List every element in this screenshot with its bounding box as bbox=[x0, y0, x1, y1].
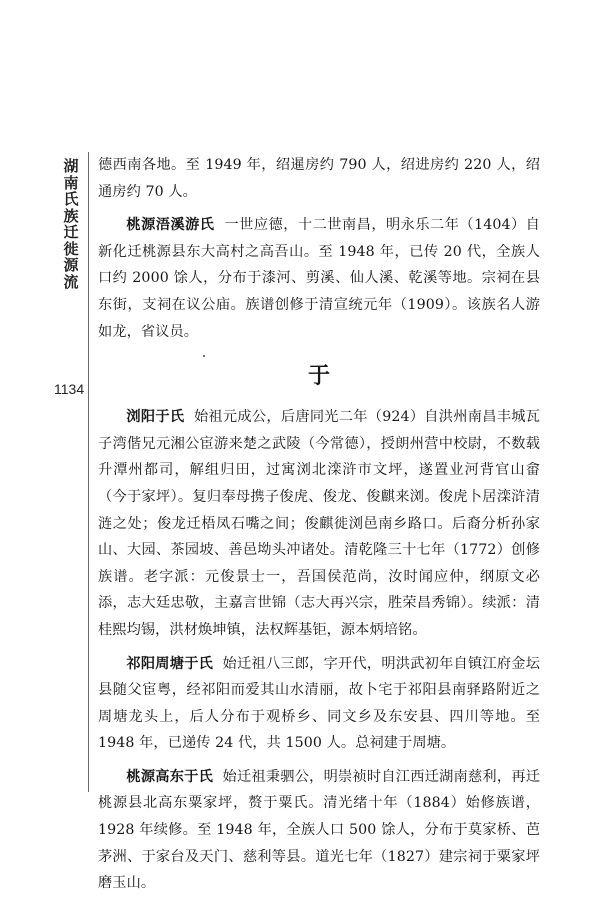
entry-paragraph bbox=[98, 404, 540, 643]
entry-lead: 浏阳于氏 bbox=[126, 409, 185, 426]
entry-lead: 桃源高东于氏 bbox=[126, 768, 214, 785]
entry-paragraph bbox=[98, 651, 540, 757]
entry-lead: 桃源浯溪游氏 bbox=[126, 217, 215, 234]
section-heading: 于 bbox=[307, 364, 330, 390]
running-title: 湖南氏族迁徙源流 bbox=[63, 157, 79, 291]
entry-text: 始迁祖八三郎，字开代，明洪武初年自镇江府金坛县随父宦粤，经祁阳而爱其山水清丽，故卜宅于祁阳县南驿路附近之周塘龙头上，后人分布于观桥乡、同文乡及东安县、四川等地。至 1948 年，已递传 24 代，共 1500 人。总祠建于周塘。 bbox=[98, 655, 540, 752]
entry-lead: 祁阳周塘于氏 bbox=[126, 655, 214, 672]
paragraph-continued bbox=[98, 152, 540, 205]
entry-paragraph bbox=[98, 212, 540, 345]
page-number: 1134 bbox=[54, 381, 85, 397]
entry-paragraph bbox=[98, 764, 540, 897]
entry-text: 始祖元成公，后唐同光二年（924）自洪州南昌丰城瓦子湾偕兄元湘公宦游来楚之武陵（今常德），授朗州营中校尉，不数载升潭州都司，解组归田，过寓浏北滦浒市文坪，遂置业河背官山畲（今于家坪）。复归奉母携子俊虎、俊龙、俊麒来浏。俊虎卜居滦浒清涟之处；俊龙迁梧凤石嘴之间；俊麒徙浏邑南乡路口。后裔分析孙家山、大园、茶园坡、善邑坳头冲诸处。清乾隆三十七年（1772）创修族谱。老字派：元俊景士一，吾国侯范尚，汝时闻应仲，纲原文必添，志大廷忠敬，主嘉言世锦（志大再兴宗，胜荣昌秀锦）。续派：清桂熙均锡，洪材焕坤镇，法权辉基钜，源本炳培铭。 bbox=[98, 409, 540, 638]
entry-text: 始迁祖秉驷公，明崇祯时自江西迁湖南慈利，再迁桃源县北高东粟家坪，赘于粟氏。清光绪十年（1884）始修族谱，1928 年续修。至 1948 年，全族人口 500 馀人，分布于莫家桥、芭茅洲、于家台及天门、慈利等县。道光七年（1827）建宗祠于粟家坪磨玉山。 bbox=[98, 768, 540, 892]
page-body bbox=[98, 152, 540, 904]
margin-rule bbox=[88, 152, 89, 792]
entry-text: 德西南各地。至 1949 年，绍暹房约 790 人，绍进房约 220 人，绍通房约 70 人。 bbox=[98, 157, 540, 200]
entry-text: 一世应德，十二世南昌，明永乐二年（1404）自新化迁桃源县东大高村之高吾山。至 1948 年，已传 20 代，全族人口约 2000 馀人，分布于漆河、剪溪、仙人溪、乾溪等地。宗祠在县东街，支祠在议公庙。族谱创修于清宣统元年（1909）。该族名人游如龙，省议员。 bbox=[98, 217, 540, 340]
